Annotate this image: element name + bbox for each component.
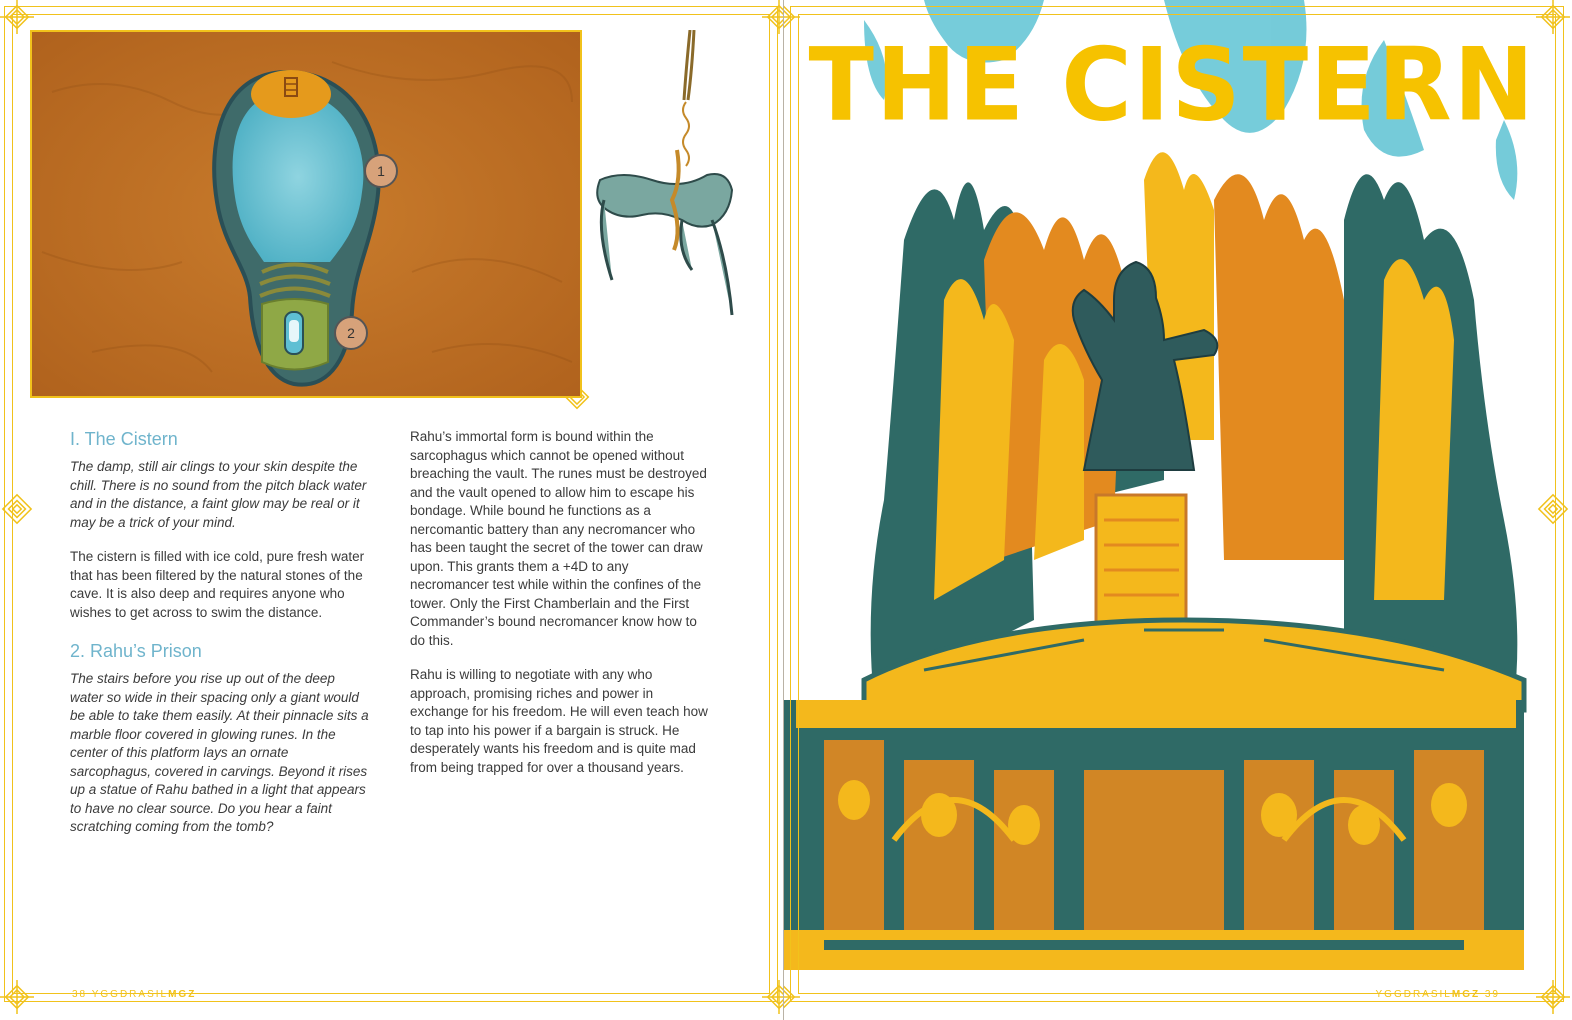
footer-brand: YGGDRASIL bbox=[91, 989, 169, 1000]
footer-brand: YGGDRASIL bbox=[1375, 989, 1452, 1000]
corner-knot-icon bbox=[1536, 0, 1570, 34]
corner-knot-icon bbox=[784, 980, 800, 1014]
corner-knot-icon bbox=[762, 980, 784, 1014]
map-marker-2: 2 bbox=[334, 316, 368, 350]
section-heading-rahus-prison: 2. Rahu’s Prison bbox=[70, 641, 202, 661]
corner-knot-icon bbox=[0, 0, 34, 34]
page-footer-right bbox=[1376, 989, 1500, 1000]
statue-sarcophagus-painting bbox=[784, 0, 1572, 1000]
footer-brand-bold: MGZ bbox=[1451, 989, 1481, 1000]
flavor-text-rahus-prison: The stairs before you rise up out of the deep water so wide in their spacing only a giant would be able to take them easily. At their pinnacle sits a marble floor covered in glowing runes. In the center of this platform lays an ornate sarcophagus, covered in carvings. Beyond it rises up a statue of Rahu bathed in a light that appears to have no clear source. Do you hear a faint scratching coming from the tomb? bbox=[70, 671, 369, 834]
map-marker-1: 1 bbox=[364, 154, 398, 188]
footer-brand-bold: MGZ bbox=[168, 989, 197, 1000]
cistern-map-illustration bbox=[30, 30, 582, 398]
text-column-right bbox=[410, 428, 710, 793]
corner-knot-icon bbox=[0, 980, 34, 1014]
side-knot-icon bbox=[0, 492, 34, 526]
side-knot-icon bbox=[1536, 492, 1570, 526]
text-column-left bbox=[70, 428, 370, 853]
page-number: 39 bbox=[1484, 989, 1500, 1000]
page-footer-left bbox=[72, 989, 196, 1000]
corner-knot-icon bbox=[1536, 980, 1570, 1014]
flavor-text-cistern: The damp, still air clings to your skin despite the chill. There is no sound from the pitch black water and in the distance, a faint glow may be real or it may be a trick of your mind. bbox=[70, 459, 367, 530]
hanging-figure-illustration bbox=[582, 30, 742, 330]
page-number: 38 bbox=[72, 989, 88, 1000]
right-page bbox=[784, 0, 1572, 1020]
corner-knot-icon bbox=[762, 0, 784, 34]
body-text-rahu-bound: Rahu’s immortal form is bound within the sarcophagus which cannot be opened without breaching the vault. The runes must be destroyed and the vault opened to allow him to escape his bondage. While bound he functions as a nercomantic battery than any necromancer who has been taught the secret of the tower can draw upon. This grants them a +4D to any necromancer test while within the confines of the tower. Only the First Chamberlain and the First Commander’s bound necromancer know how to do this. bbox=[410, 429, 707, 648]
corner-knot-icon bbox=[784, 0, 800, 34]
page-title: THE CISTERN bbox=[808, 26, 1536, 144]
section-heading-cistern: I. The Cistern bbox=[70, 429, 178, 449]
body-text-cistern: The cistern is filled with ice cold, pure fresh water that has been filtered by the natural stones of the cave. It is also deep and requires anyone who wishes to get across to swim the distance. bbox=[70, 549, 365, 620]
left-page bbox=[0, 0, 784, 1020]
body-text-rahu-negotiate: Rahu is willing to negotiate with any who approach, promising riches and power in exchange for his freedom. He will even teach how to tap into his power if a bargain is struck. He desperately wants his freedom and is quite mad from being trapped for over a thousand years. bbox=[410, 667, 708, 775]
